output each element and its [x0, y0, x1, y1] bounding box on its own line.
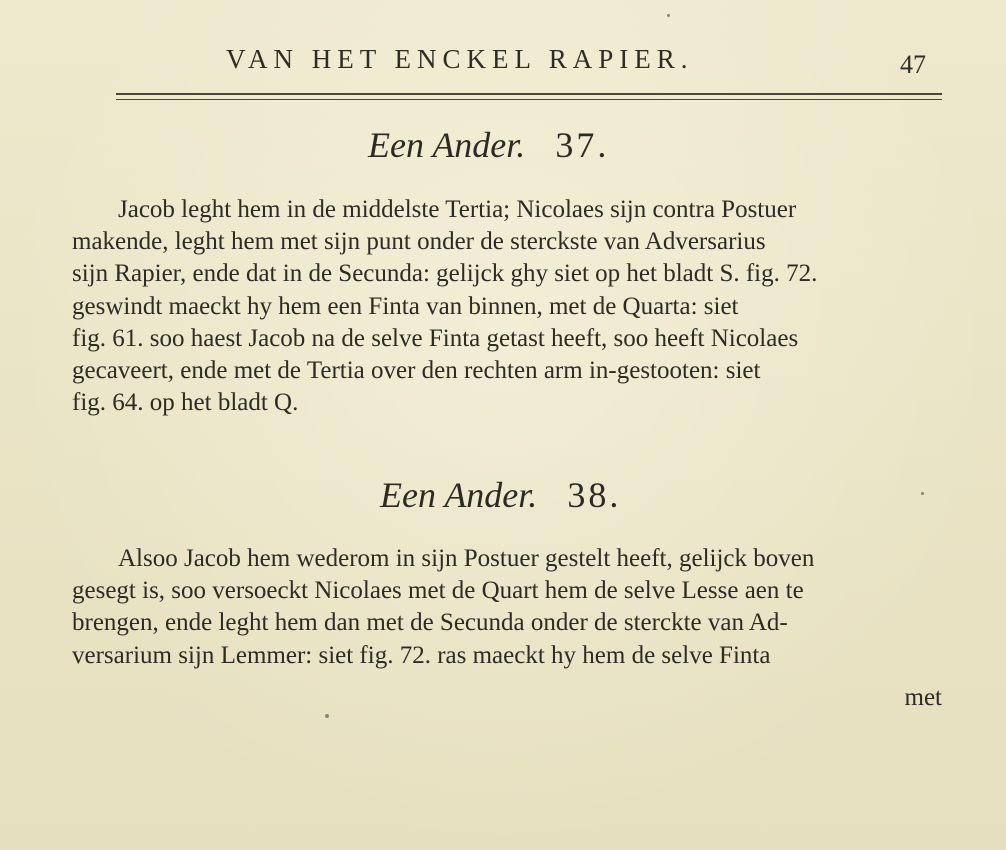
text-line: geswindt maeckt hy hem een Finta van binnen, met de Quarta: siet [72, 292, 739, 320]
header-rule [116, 93, 942, 95]
paper-speck [667, 14, 670, 17]
paragraph-38 [72, 543, 944, 672]
section-heading-38 [380, 474, 621, 516]
text-line: brengen, ende leght hem dan met de Secunda onder de sterckte van Ad- [72, 609, 788, 637]
catchword: met [904, 684, 942, 711]
paper-speck [921, 492, 924, 495]
text-line: makende, leght hem met sijn punt onder de sterckste van Adversarius [72, 228, 766, 256]
section-number: 38. [567, 475, 622, 515]
section-number: 37. [555, 125, 610, 165]
text-line: sijn Rapier, ende dat in de Secunda: gelijck ghy siet op het bladt S. fig. 72. [72, 260, 818, 288]
text-line: Alsoo Jacob hem wederom in sijn Postuer gestelt heeft, gelijck boven [118, 545, 815, 572]
text-line: gesegt is, soo versoeckt Nicolaes met de Quart hem de selve Lesse aen te [72, 577, 804, 605]
header-rule-thin [116, 99, 942, 100]
paper-speck [325, 714, 329, 718]
section-title: Een Ander. [380, 475, 538, 515]
page-number: 47 [900, 50, 926, 79]
section-title: Een Ander. [368, 125, 526, 165]
text-line: gecaveert, ende met de Tertia over den rechten arm in-gestooten: siet [72, 356, 761, 384]
text-line: versarium sijn Lemmer: siet fig. 72. ras maeckt hy hem de selve Finta [72, 641, 771, 669]
text-line: fig. 64. op het bladt Q. [72, 389, 299, 417]
text-line: Jacob leght hem in de middelste Tertia; Nicolaes sijn contra Postuer [118, 196, 797, 223]
paragraph-37 [72, 194, 944, 419]
running-head: VAN HET ENCKEL RAPIER. [226, 44, 694, 74]
text-line: fig. 61. soo haest Jacob na de selve Finta getast heeft, soo heeft Nicolaes [72, 324, 799, 352]
section-heading-37 [368, 124, 609, 166]
